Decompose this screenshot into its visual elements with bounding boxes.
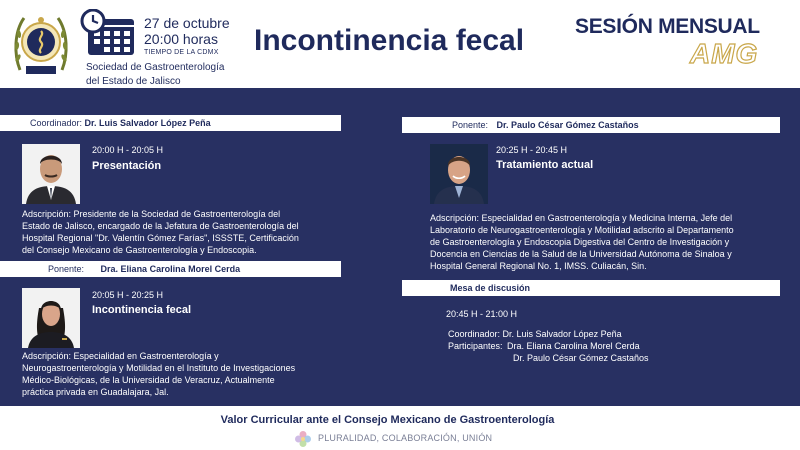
affiliation-line: Adscripción: Presidente de la Sociedad de Gastroenterología del — [22, 209, 281, 219]
speaker-photo-lopez — [22, 144, 80, 204]
amg-logo: AMG — [690, 38, 759, 69]
speaker-photo-gomez — [430, 144, 488, 204]
discussion-time: 20:45 H - 21:00 H — [446, 309, 518, 319]
participants-label: Participantes: — [448, 341, 503, 351]
event-time: 20:00 horas — [144, 31, 218, 47]
motto-text: PLURALIDAD, COLABORACIÓN, UNIÓN — [318, 433, 493, 443]
affiliation-line: práctica privada en Guadalajara, Jal. — [22, 387, 169, 397]
affiliation-line: Hospital General Regional No. 1, IMSS. Culiacán, Sin. — [430, 261, 647, 271]
society-name-line: del Estado de Jalisco — [86, 76, 181, 87]
affiliation-line: Docencia en Ciencias de la Salud de la Universidad Autónoma de Sinaloa y — [430, 249, 732, 259]
speaker-photo-morel — [22, 288, 80, 348]
talk-title: Incontinencia fecal — [92, 304, 192, 316]
affiliation-line: Adscripción: Especialidad en Gastroenterología y — [22, 351, 219, 361]
talk-time: 20:25 H - 20:45 H — [496, 145, 568, 155]
affiliation-line: Médico-Biológicas, de la Universidad de Veracruz, Actualmente — [22, 375, 275, 385]
speaker-affiliation — [430, 212, 790, 272]
flower-logo-icon — [294, 430, 312, 448]
speaker-name: Dr. Paulo César Gómez Castaños — [496, 120, 639, 130]
affiliation-line: del Consejo Mexicano de Gastroenterología y Endoscopia. — [22, 245, 257, 255]
society-name — [86, 61, 246, 89]
participants-row — [448, 340, 778, 352]
affiliation-line: Hospital Regional "Dr. Valentín Gómez Farías", ISSSTE, Certificación — [22, 233, 299, 243]
discussion-coordinator: Coordinador: Dr. Luis Salvador López Peña — [448, 329, 622, 339]
session-label: SESIÓN MENSUAL — [575, 15, 760, 38]
page-title: Incontinencia fecal — [254, 24, 525, 57]
curricular-value-note: Valor Curricular ante el Consejo Mexicano de Gastroenterología — [220, 414, 555, 426]
society-name-line: Sociedad de Gastroenterología — [86, 62, 225, 73]
calendar-clock-icon — [80, 9, 136, 57]
discussion-bar — [402, 280, 780, 296]
program-panel — [0, 88, 800, 406]
affiliation-line: Adscripción: Especialidad en Gastroenterología y Medicina Interna, Jefe del — [430, 213, 733, 223]
participant-name: Dr. Paulo César Gómez Castaños — [513, 353, 649, 363]
affiliation-line: de Gastroenterología y Endoscopia Digestiva del Centro de Investigación y — [430, 237, 730, 247]
header — [0, 0, 800, 88]
affiliation-line: Neurogastroenterología y Motilidad en el Instituto de Investigaciones — [22, 363, 296, 373]
speaker-affiliation — [22, 350, 352, 398]
affiliation-line: Estado de Jalisco, encargado de la Jefatura de Gastroenterología del — [22, 221, 299, 231]
coordinator-label: Coordinador: — [30, 118, 83, 128]
coordinator-name: Dr. Luis Salvador López Peña — [84, 118, 211, 128]
society-seal-logo — [12, 10, 70, 78]
speaker-bar-morel — [0, 261, 341, 277]
footer — [0, 406, 800, 450]
talk-time: 20:05 H - 20:25 H — [92, 290, 164, 300]
speaker-label: Ponente: — [48, 264, 85, 274]
speaker-label: Ponente: — [452, 120, 489, 130]
affiliation-line: Laboratorio de Neurogastroenterología y Motilidad adscrito al Departamento — [430, 225, 734, 235]
event-date: 27 de octubre — [144, 15, 230, 31]
timezone-label: TIEMPO DE LA CDMX — [144, 49, 219, 56]
talk-title: Presentación — [92, 160, 162, 172]
speaker-affiliation — [22, 208, 342, 256]
discussion-details — [448, 328, 778, 364]
speaker-name: Dra. Eliana Carolina Morel Cerda — [100, 264, 241, 274]
talk-time: 20:00 H - 20:05 H — [92, 145, 164, 155]
coordinator-bar — [0, 115, 341, 131]
participant-name: Dra. Eliana Carolina Morel Cerda — [507, 341, 640, 351]
talk-title: Tratamiento actual — [496, 159, 594, 171]
speaker-bar-gomez — [402, 117, 780, 133]
discussion-title: Mesa de discusión — [450, 283, 531, 293]
